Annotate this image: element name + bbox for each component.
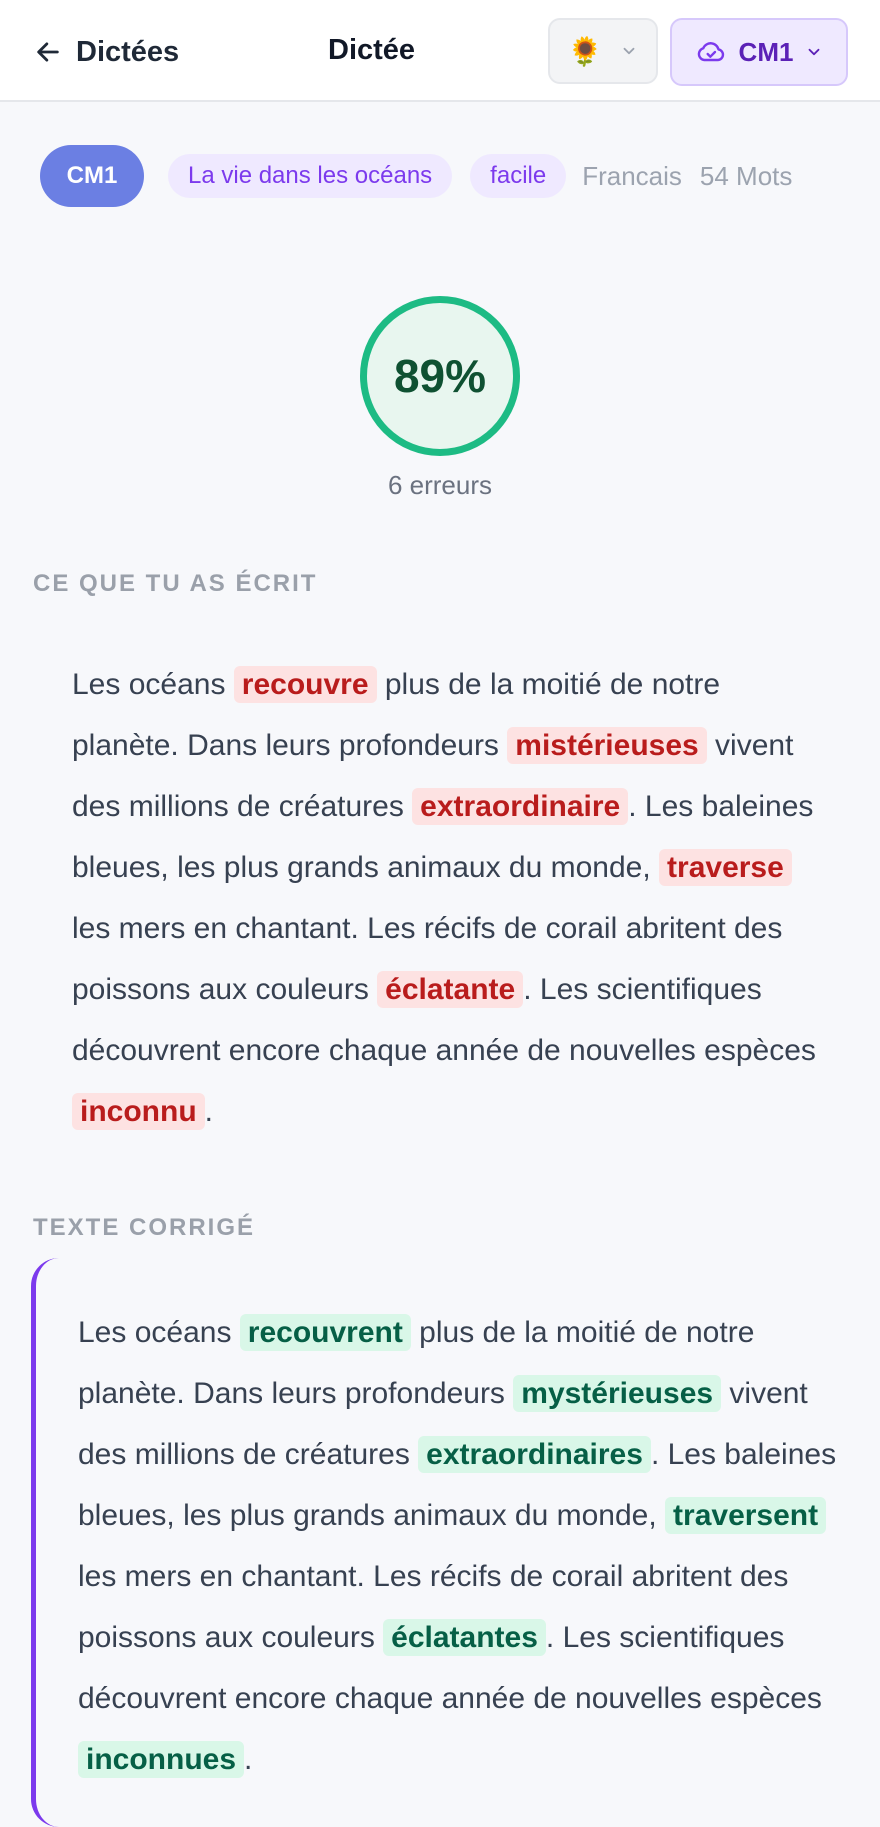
corrected-text xyxy=(78,1302,854,1790)
cloud-check-icon xyxy=(695,36,727,68)
word-count: 54 Mots xyxy=(699,160,793,191)
text-segment: les mers en chantant. Les récifs de corail abritent des poissons aux couleurs xyxy=(78,1560,789,1654)
written-section-label: CE QUE TU AS ÉCRIT xyxy=(33,570,318,597)
topic-tag: La vie dans les océans xyxy=(168,154,452,198)
text-segment: . Les baleines bleues, les plus grands animaux du monde, xyxy=(72,790,814,884)
score-circle: 89% xyxy=(360,296,520,456)
written-text xyxy=(72,654,820,1142)
text-segment: vivent des millions de créatures xyxy=(78,1377,808,1471)
level-select[interactable] xyxy=(670,18,848,86)
difficulty-tag: facile xyxy=(470,154,566,198)
page-title: Dictée xyxy=(328,34,416,66)
arrow-left-icon xyxy=(34,38,62,66)
back-label: Dictées xyxy=(76,35,180,68)
text-segment: . Les scientifiques découvrent encore chaque année de nouvelles espèces xyxy=(78,1621,822,1715)
text-segment: les mers en chantant. Les récifs de corail abritent des poissons aux couleurs xyxy=(72,912,783,1006)
error-word: recouvre xyxy=(234,666,377,703)
corrected-word: extraordinaires xyxy=(418,1436,651,1473)
text-segment: Les océans xyxy=(72,668,234,701)
dictation-meta xyxy=(40,145,880,207)
language-label: Francais xyxy=(582,160,682,191)
corrected-panel xyxy=(31,1258,871,1827)
error-word: éclatante xyxy=(377,971,523,1008)
back-button[interactable] xyxy=(34,30,179,74)
error-word: extraordinaire xyxy=(412,788,628,825)
text-segment: plus de la moitié de notre planète. Dans leurs profondeurs xyxy=(72,668,721,762)
text-segment: vivent des millions de créatures xyxy=(72,729,794,823)
top-bar xyxy=(0,0,880,102)
corrected-word: recouvrent xyxy=(240,1314,411,1351)
error-word: traverse xyxy=(659,849,792,886)
error-count: 6 erreurs xyxy=(387,470,493,500)
level-select-label: CM1 xyxy=(738,36,794,67)
corrected-word: traversent xyxy=(665,1497,826,1534)
text-segment: Les océans xyxy=(78,1316,240,1349)
text-segment: . Les baleines bleues, les plus grands animaux du monde, xyxy=(78,1438,837,1532)
text-segment: . xyxy=(204,1095,213,1128)
corrected-section-label: TEXTE CORRIGÉ xyxy=(33,1214,256,1241)
text-segment: . xyxy=(244,1743,253,1776)
text-segment: . Les scientifiques découvrent encore chaque année de nouvelles espèces xyxy=(72,973,816,1067)
level-badge: CM1 xyxy=(40,145,144,207)
corrected-word: inconnues xyxy=(78,1741,244,1778)
emoji-select[interactable] xyxy=(548,18,658,84)
corrected-word: éclatantes xyxy=(383,1619,546,1656)
corrected-word: mystérieuses xyxy=(513,1375,721,1412)
error-word: mistérieuses xyxy=(507,727,706,764)
sunflower-icon: 🌻 xyxy=(567,35,603,67)
error-word: inconnu xyxy=(72,1093,205,1130)
chevron-down-icon xyxy=(805,43,823,61)
text-segment: plus de la moitié de notre planète. Dans leurs profondeurs xyxy=(78,1316,755,1410)
chevron-down-icon xyxy=(620,42,638,60)
